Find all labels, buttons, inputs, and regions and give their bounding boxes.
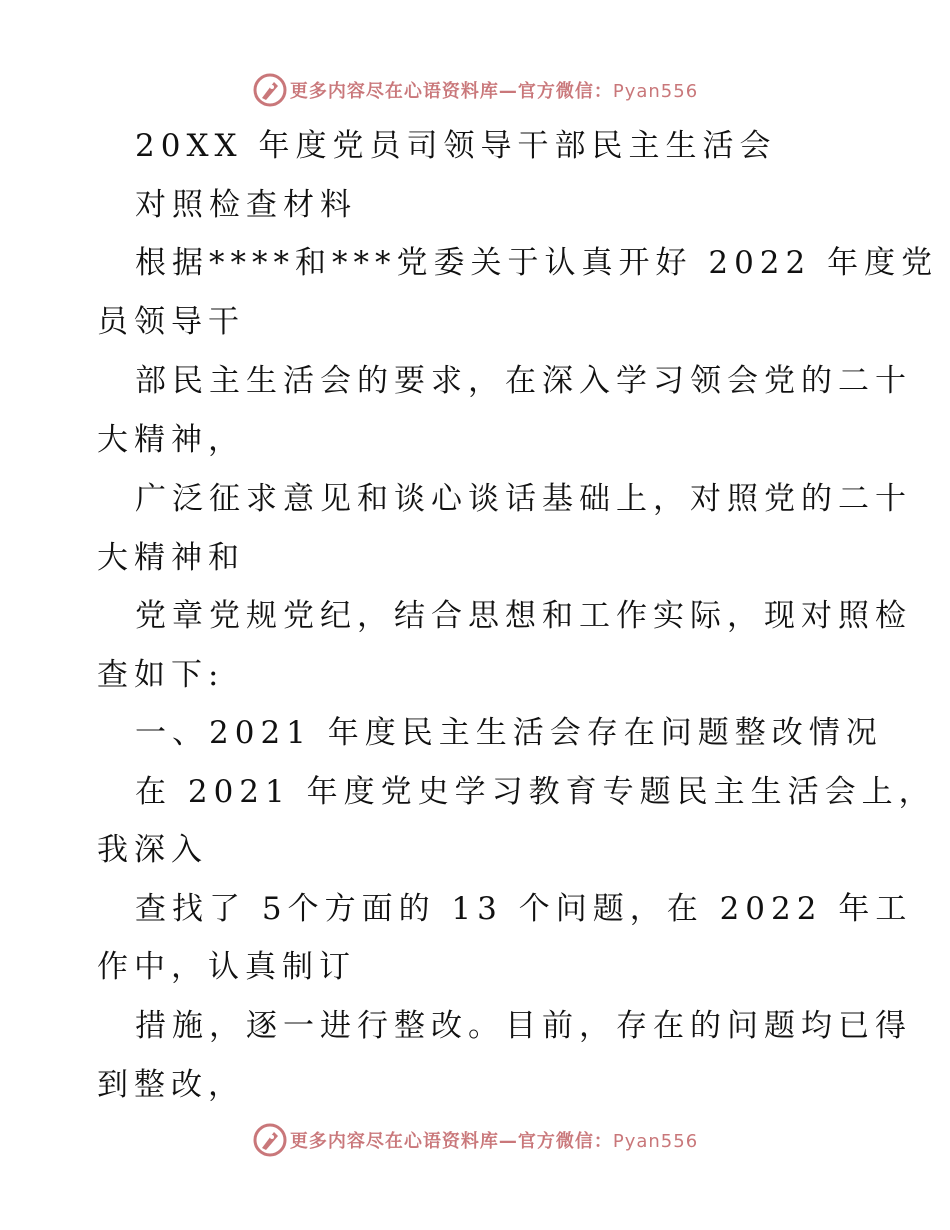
paragraph-line: 查如下: bbox=[97, 657, 225, 693]
watermark-wechat-id: Pyan556 bbox=[612, 1131, 699, 1152]
watermark-text-cn: 更多内容尽在心语资料库—官方微信： bbox=[289, 81, 613, 102]
paragraph-line: 查找了 5个方面的 13 个问题，在 2022 年工 bbox=[135, 891, 913, 927]
watermark-text-cn: 更多内容尽在心语资料库—官方微信： bbox=[289, 1131, 613, 1152]
paragraph-line: 大精神和 bbox=[97, 540, 245, 576]
footer-watermark bbox=[0, 1120, 950, 1160]
paragraph-line: 作中，认真制订 bbox=[97, 949, 356, 985]
document-title-line-1: 20XX 年度党员司领导干部民主生活会 bbox=[135, 128, 777, 164]
paragraph-line: 在 2021 年度党史学习教育专题民主生活会上， bbox=[135, 774, 936, 810]
watermark-text bbox=[290, 1127, 698, 1153]
paragraph-line: 我深入 bbox=[97, 832, 208, 868]
paragraph-line: 广泛征求意见和谈心谈话基础上，对照党的二十 bbox=[135, 481, 912, 517]
paragraph-line: 根据****和***党委关于认真开好 2022 年度党 bbox=[135, 245, 939, 281]
paragraph-line: 大精神， bbox=[97, 422, 245, 458]
watermark-wechat-id: Pyan556 bbox=[612, 81, 699, 102]
paragraph-line: 部民主生活会的要求，在深入学习领会党的二十 bbox=[135, 363, 912, 399]
paragraph-line: 到整改， bbox=[97, 1067, 245, 1103]
section-heading: 一、2021 年度民主生活会存在问题整改情况 bbox=[135, 715, 883, 751]
pen-nib-logo-icon bbox=[252, 1122, 288, 1158]
paragraph-line: 措施，逐一进行整改。目前，存在的问题均已得 bbox=[135, 1008, 912, 1044]
paragraph-line: 员领导干 bbox=[97, 304, 245, 340]
paragraph-line: 党章党规党纪，结合思想和工作实际，现对照检 bbox=[135, 598, 912, 634]
document-title-line-2: 对照检查材料 bbox=[135, 187, 357, 223]
